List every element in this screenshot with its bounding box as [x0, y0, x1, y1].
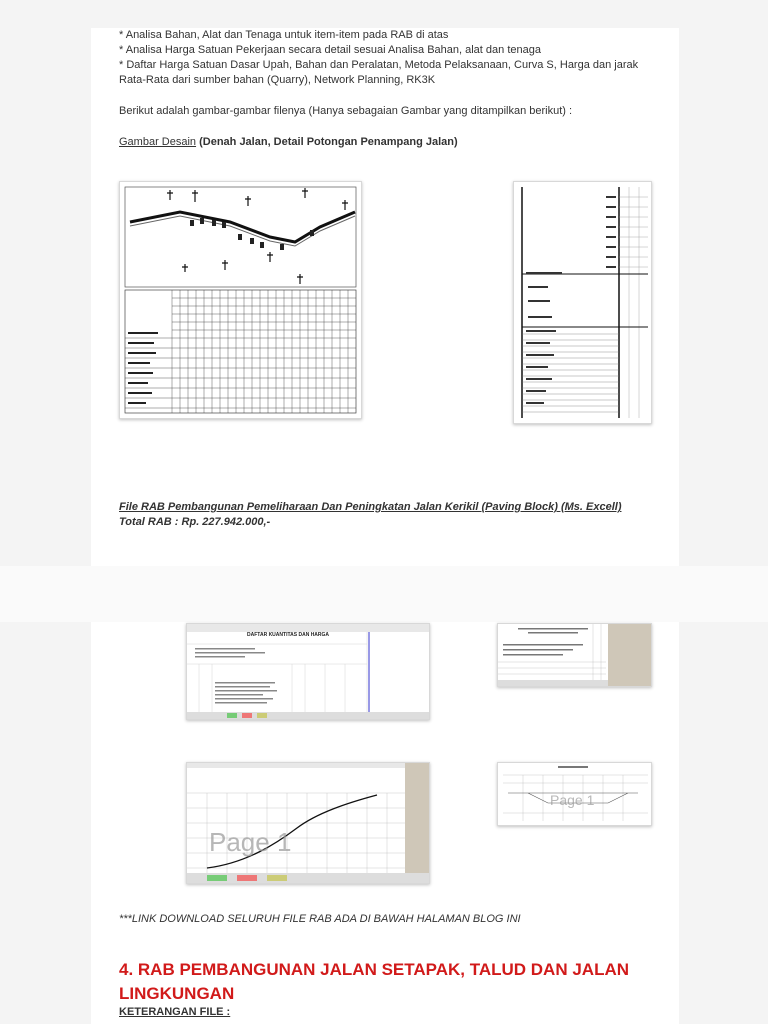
keterangan-file: KETERANGAN FILE :	[119, 1006, 231, 1018]
curva-s-thumbnail[interactable]	[186, 762, 430, 884]
design-paragraph	[119, 135, 654, 150]
section-heading: 4. RAB PEMBANGUNAN JALAN SETAPAK, TALUD DAN JALAN LINGKUNGAN	[119, 960, 630, 1003]
network-planning-drawing	[498, 763, 651, 825]
spreadsheet-drawing-1	[187, 624, 429, 719]
download-note: ***LINK DOWNLOAD SELURUH FILE RAB ADA DI BAWAH HALAMAN BLOG INI	[119, 913, 521, 925]
cross-section-drawing	[514, 182, 651, 423]
spreadsheet-thumbnail-2[interactable]	[497, 623, 652, 687]
design-desc: (Denah Jalan, Detail Potongan Penampang Jalan)	[196, 136, 458, 148]
sheet-title: DAFTAR KUANTITAS DAN HARGA	[247, 632, 330, 638]
intro-line-1: * Analisa Bahan, Alat dan Tenaga untuk item-item pada RAB di atas	[119, 29, 449, 41]
total-rab: Total RAB : Rp. 227.942.000,-	[119, 516, 271, 528]
page-watermark: Page 1	[209, 827, 292, 857]
images-note: Berikut adalah gambar-gambar filenya (Hanya sebagaian Gambar yang ditampilkan berikut) :	[119, 105, 573, 117]
spreadsheet-thumbnail-1[interactable]	[186, 623, 430, 720]
cross-section-thumbnail[interactable]	[513, 181, 652, 424]
rab-file-link[interactable]: File RAB Pembangunan Pemeliharaan Dan Peningkatan Jalan Kerikil (Paving Block) (Ms. Excell)	[119, 501, 622, 513]
road-plan-drawing	[120, 182, 361, 418]
intro-line-3: * Daftar Harga Satuan Dasar Upah, Bahan dan Peralatan, Metoda Pelaksanaan, Curva S, Harga dan jarak Rata-Rata dari sumber bahan (Quarry), Network Planning, RK3K	[119, 59, 639, 86]
page-watermark-small: Page 1	[550, 792, 595, 808]
intro-line-2: * Analisa Harga Satuan Pekerjaan secara detail sesuai Analisa Bahan, alat dan tenaga	[119, 44, 541, 56]
design-link[interactable]: Gambar Desain	[119, 136, 197, 148]
road-plan-thumbnail[interactable]	[119, 181, 362, 419]
network-planning-thumbnail[interactable]	[497, 762, 652, 826]
spreadsheet-drawing-2	[498, 624, 651, 686]
curva-s-drawing	[187, 763, 429, 883]
page-gap	[0, 566, 768, 622]
